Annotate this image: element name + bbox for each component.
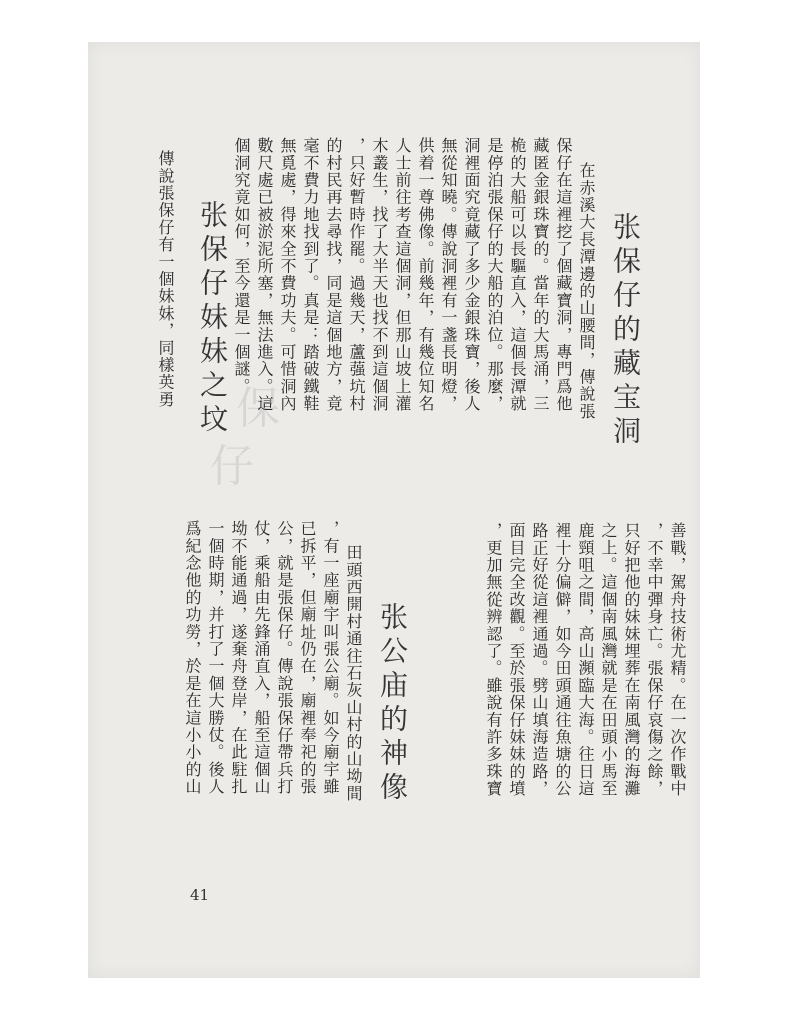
treasure-cave-text-column: 的村民再去尋找，同是這個地方，竟 (324, 137, 343, 413)
page-number: 41 (190, 886, 210, 904)
section-title-sister-tomb: 张保仔妹妹之坟 (196, 200, 229, 438)
section-title-treasure-cave: 张保仔的藏宝洞 (609, 212, 642, 450)
treasure-cave-text-column: 數尺處已被淤泥所塞，無法進入。這 (255, 137, 274, 413)
temple-statue-text-column: 仗，乘船由先鋒涌直入，船至這個山 (252, 520, 271, 796)
treasure-cave-text-column: 在赤溪大長潭邊的山腰間，傳說張 (577, 162, 596, 420)
book-page (88, 42, 700, 978)
treasure-cave-text-column: 桅的大船可以長驅直入，這個長潭就 (508, 137, 527, 413)
sister-tomb-text-column: 善戰，駕舟技術尤精。在一次作戰中 (668, 522, 687, 798)
treasure-cave-text-column: 供着一尊佛像。前幾年，有幾位知名 (416, 137, 435, 413)
temple-statue-text-column: 坳不能通過，遂棄舟登岸，在此駐扎 (229, 520, 248, 796)
treasure-cave-text-column: 毫不費力地找到了。真是：踏破鐵鞋 (301, 137, 320, 413)
temple-statue-text-column: 一個時期，并打了一個大勝仗。後人 (206, 520, 225, 796)
temple-statue-text-column: 田頭西開村通往石灰山村的山坳間 (344, 544, 363, 802)
treasure-cave-text-column: 保仔在這裡挖了個藏寶洞，專門爲他 (554, 137, 573, 413)
temple-statue-text-column: 已拆平，但廟址仍在，廟裡奉祀的張 (298, 520, 317, 796)
section-title-temple-statue: 张公庙的神像 (376, 602, 409, 806)
sister-tomb-text-column: 傳說張保仔有一個妹妹，同樣英勇 (156, 150, 175, 408)
treasure-cave-text-column: 藏匿金銀珠寶的。當年的大馬涌，三 (531, 137, 550, 413)
treasure-cave-text-column: ，只好暫時作罷。過幾天，蘆蔃坑村 (347, 137, 366, 413)
bleed-through-mark: 保 (236, 383, 280, 434)
treasure-cave-text-column: 個洞究竟如何，至今還是一個謎。 (232, 137, 251, 395)
sister-tomb-text-column: 只好把他的妹妹埋葬在南風灣的海灘 (622, 522, 641, 798)
treasure-cave-text-column: 木叢生，找了大半天也找不到這個洞 (370, 137, 389, 413)
sister-tomb-text-column: 路正好從這裡通過。劈山填海造路， (530, 522, 549, 798)
treasure-cave-text-column: 無覓處，得來全不費功夫。可惜洞內 (278, 137, 297, 413)
treasure-cave-text-column: 人士前往考查這個洞，但那山坡上灌 (393, 137, 412, 413)
temple-statue-text-column: 爲紀念他的功勞，於是在這小小的山 (183, 520, 202, 796)
treasure-cave-text-column: 洞裡面究竟藏了多少金銀珠寶，後人 (462, 137, 481, 413)
sister-tomb-text-column: ，不幸中彈身亡。張保仔哀傷之餘， (645, 522, 664, 798)
sister-tomb-text-column: 面目完全改觀。至於張保仔妹妹的墳 (507, 522, 526, 798)
treasure-cave-text-column: 是停泊張保仔的大船的泊位。那麼， (485, 137, 504, 413)
sister-tomb-text-column: ，更加無從辨認了。雖說有許多珠寶 (484, 522, 503, 798)
sister-tomb-text-column: 裡十分偏僻，如今田頭通往魚塘的公 (553, 522, 572, 798)
sister-tomb-text-column: 鹿頸咀之間，高山瀕臨大海。往日這 (576, 522, 595, 798)
bleed-through-mark: 仔 (210, 441, 254, 492)
sister-tomb-text-column: 之上。這個南風灣就是在田頭小馬至 (599, 522, 618, 798)
treasure-cave-text-column: 無從知曉。傳說洞裡有一盞長明燈， (439, 137, 458, 413)
temple-statue-text-column: 公，就是張保仔。傳說張保仔帶兵打 (275, 520, 294, 796)
temple-statue-text-column: ，有一座廟宇叫張公廟。如今廟宇雖 (321, 520, 340, 796)
